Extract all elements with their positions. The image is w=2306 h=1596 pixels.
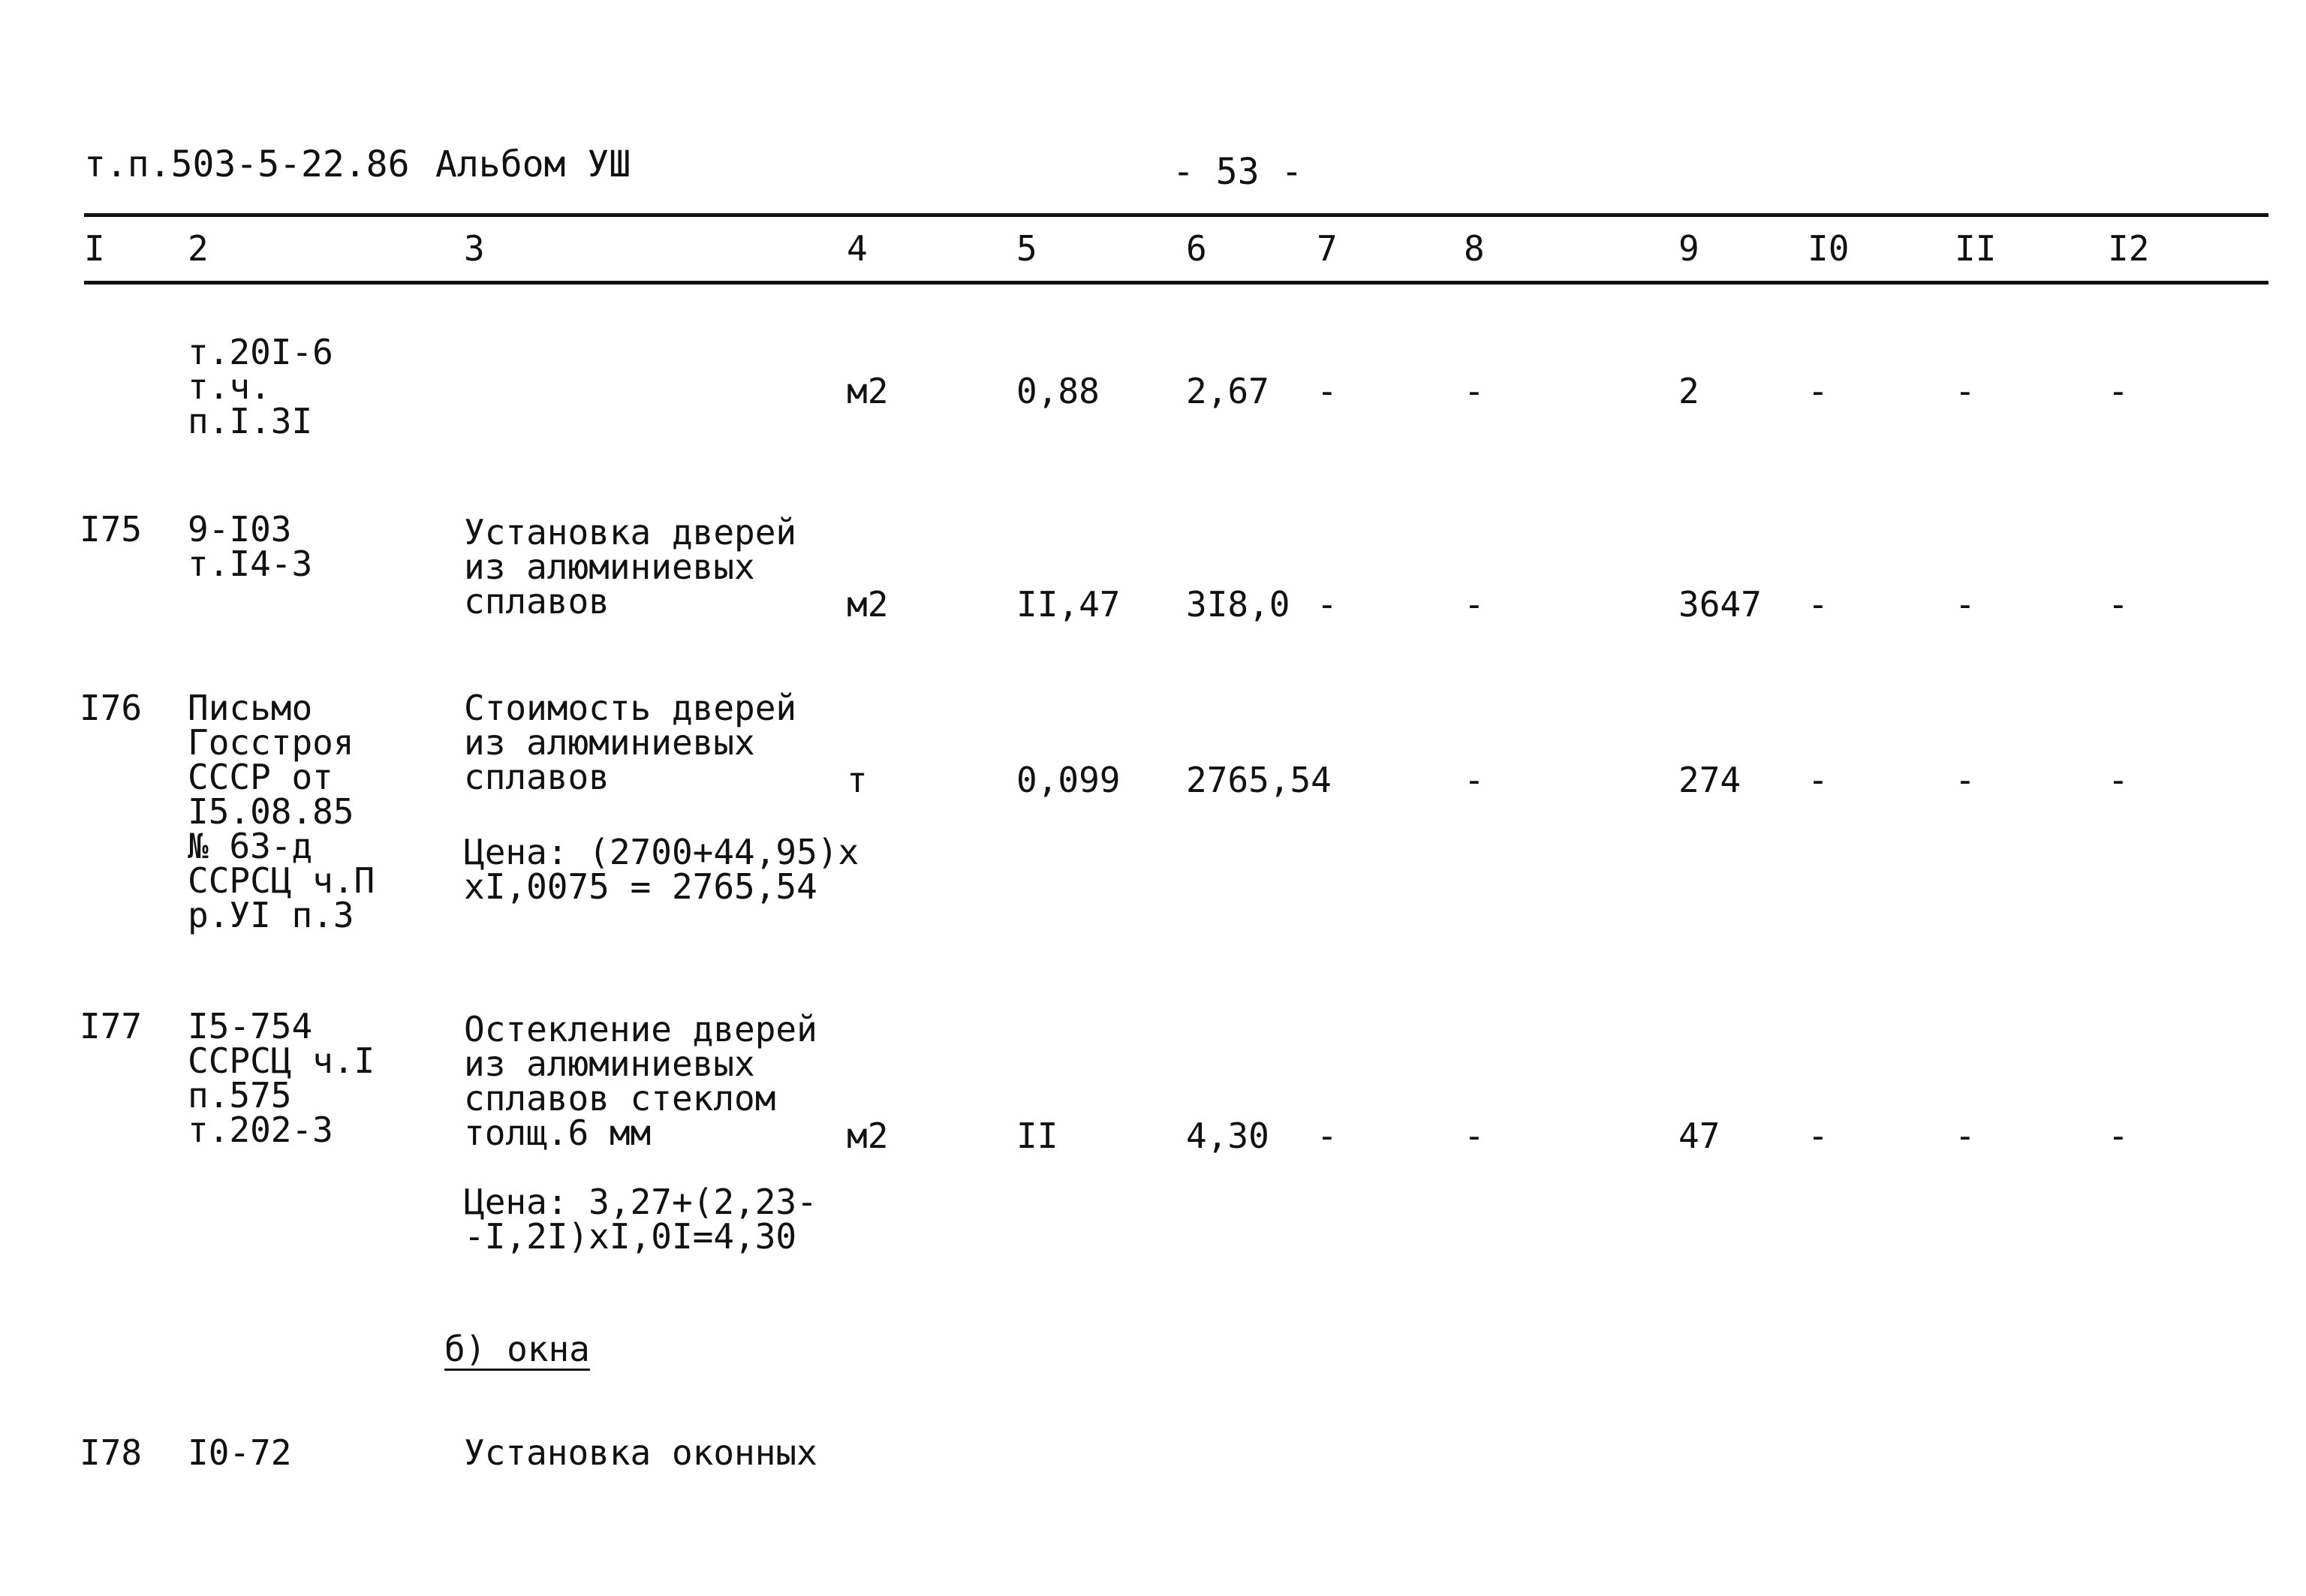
subsection-heading: б) окна	[444, 1329, 590, 1369]
row-col12: -	[2108, 1116, 2129, 1156]
row-col6: 3I8,0	[1186, 584, 1290, 625]
page-number: - 53 -	[1173, 151, 1303, 193]
row-col8: -	[1464, 371, 1485, 411]
row-code: I5-754 ССРСЦ ч.I п.575 т.202-3	[188, 1006, 375, 1150]
row-col6: 2765,54	[1186, 760, 1332, 800]
row-code: 9-I03 т.I4-3	[188, 509, 313, 584]
row-col6: 4,30	[1186, 1116, 1269, 1156]
row-code: Письмо Госстроя СССР от I5.08.85 № 63-д ССРСЦ ч.П р.УI п.3	[188, 688, 375, 935]
row-description: Установка оконных	[464, 1432, 817, 1473]
row-quantity: II,47	[1016, 584, 1121, 625]
header-bottom-rule	[84, 281, 2268, 285]
row-code: I0-72	[188, 1432, 292, 1473]
row-col11: -	[1955, 1116, 1976, 1156]
row-col10: -	[1808, 760, 1829, 800]
row-col9: 47	[1678, 1116, 1720, 1156]
col-header-6: 6	[1186, 228, 1207, 269]
row-col8: -	[1464, 1116, 1485, 1156]
row-col12: -	[2108, 371, 2129, 411]
row-unit: м2	[847, 584, 889, 625]
row-description: Стоимость дверей из алюминиевых сплавов	[464, 688, 797, 797]
col-header-3: 3	[464, 228, 485, 269]
col-header-9: 9	[1678, 228, 1699, 269]
header-top-rule	[84, 213, 2268, 217]
doc-reference: т.п.503-5-22.86	[84, 143, 410, 185]
row-number: I76	[80, 688, 143, 728]
row-col6: 2,67	[1186, 371, 1269, 411]
row-price-note: Цена: (2700+44,95)x xI,0075 = 2765,54	[464, 832, 859, 907]
row-code: т.20I-6 т.ч. п.I.3I	[188, 332, 333, 441]
row-number: I75	[80, 509, 143, 550]
col-header-2: 2	[188, 228, 209, 269]
row-col10: -	[1808, 371, 1829, 411]
row-col9: 3647	[1678, 584, 1762, 625]
row-col9: 2	[1678, 371, 1699, 411]
col-header-10: I0	[1808, 228, 1850, 269]
row-col11: -	[1955, 760, 1976, 800]
row-quantity: II	[1016, 1116, 1058, 1156]
row-col10: -	[1808, 584, 1829, 625]
row-quantity: 0,099	[1016, 760, 1121, 800]
row-number: I77	[80, 1006, 143, 1046]
row-number: I78	[80, 1432, 143, 1473]
row-col7: -	[1317, 1116, 1338, 1156]
row-unit: м2	[847, 1116, 889, 1156]
row-description: Остекление дверей из алюминиевых сплавов стеклом толщ.6 мм	[464, 1009, 817, 1153]
row-col12: -	[2108, 760, 2129, 800]
row-price-note: Цена: 3,27+(2,23- -I,2I)xI,0I=4,30	[464, 1182, 817, 1257]
row-col11: -	[1955, 584, 1976, 625]
row-unit: т	[847, 760, 868, 800]
row-col12: -	[2108, 584, 2129, 625]
row-col11: -	[1955, 371, 1976, 411]
col-header-5: 5	[1016, 228, 1037, 269]
row-col7: -	[1317, 371, 1338, 411]
col-header-1: I	[84, 228, 105, 269]
row-description: Установка дверей из алюминиевых сплавов	[464, 512, 797, 622]
row-col7: -	[1317, 584, 1338, 625]
col-header-11: II	[1955, 228, 1997, 269]
row-col8: -	[1464, 760, 1485, 800]
col-header-4: 4	[847, 228, 868, 269]
col-header-8: 8	[1464, 228, 1485, 269]
album-title: Альбом УШ	[435, 143, 631, 185]
row-col8: -	[1464, 584, 1485, 625]
row-quantity: 0,88	[1016, 371, 1100, 411]
row-col10: -	[1808, 1116, 1829, 1156]
row-unit: м2	[847, 371, 889, 411]
row-col9: 274	[1678, 760, 1742, 800]
col-header-12: I2	[2108, 228, 2150, 269]
col-header-7: 7	[1317, 228, 1338, 269]
